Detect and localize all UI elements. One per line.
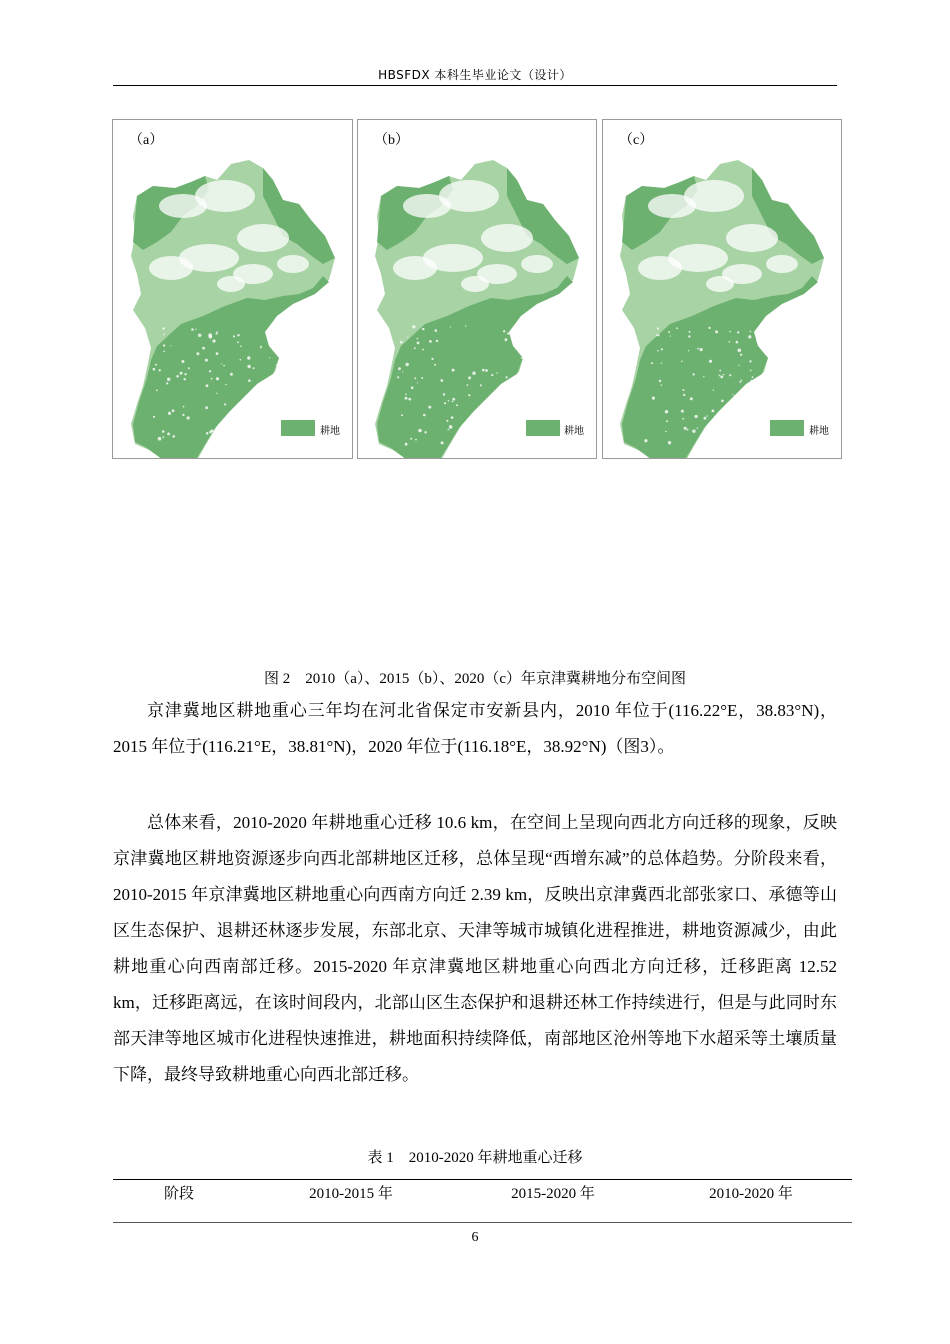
non-cropland-area	[521, 255, 553, 273]
settlement-dot	[750, 370, 752, 372]
settlement-dot	[740, 380, 742, 382]
settlement-dot	[688, 335, 690, 337]
settlement-dot	[661, 363, 662, 364]
settlement-dot	[697, 348, 699, 350]
settlement-dot	[688, 350, 689, 351]
settlement-dot	[417, 338, 419, 340]
settlement-dot	[230, 373, 233, 376]
settlement-dot	[468, 376, 471, 379]
settlement-dot	[428, 406, 431, 409]
settlement-dot	[750, 331, 752, 333]
settlement-dot	[485, 369, 488, 372]
settlement-dot	[422, 349, 424, 351]
settlement-dot	[414, 377, 416, 379]
settlement-dot	[684, 427, 687, 430]
settlement-dot	[482, 369, 485, 372]
settlement-dot	[472, 372, 475, 375]
settlement-dot	[682, 418, 684, 420]
settlement-dot	[166, 382, 168, 384]
settlement-dot	[421, 377, 423, 379]
settlement-dot	[756, 427, 758, 429]
settlement-dot	[206, 432, 209, 435]
settlement-dot	[249, 402, 252, 405]
legend-swatch-a	[281, 420, 315, 436]
settlement-dot	[163, 333, 165, 335]
settlement-dot	[223, 365, 225, 367]
settlement-dot	[668, 441, 671, 444]
settlement-dot	[719, 370, 721, 372]
settlement-dot	[681, 410, 684, 413]
non-cropland-area	[277, 255, 309, 273]
settlement-dot	[748, 335, 751, 338]
settlement-dot	[729, 341, 731, 343]
settlement-dot	[692, 430, 695, 433]
settlement-dot	[706, 436, 709, 439]
settlement-dot	[733, 408, 734, 409]
settlement-dot	[665, 410, 668, 413]
settlement-dot	[191, 328, 194, 331]
settlement-dot	[162, 327, 164, 329]
settlement-dot	[162, 430, 165, 433]
settlement-dot	[661, 348, 663, 350]
settlement-dot	[412, 325, 415, 328]
non-cropland-area	[149, 256, 193, 280]
settlement-dot	[763, 402, 766, 405]
panel-label-b: （b）	[374, 133, 409, 148]
settlement-dot	[216, 433, 219, 436]
settlement-dot	[521, 443, 524, 446]
settlement-dot	[729, 331, 731, 333]
settlement-dot	[496, 372, 497, 373]
table-header-2010-2020: 2010-2020 年	[709, 1186, 793, 1202]
settlement-dot	[253, 367, 255, 369]
settlement-dot	[670, 336, 671, 337]
settlement-dot	[724, 431, 726, 433]
settlement-dot	[405, 443, 408, 446]
settlement-dot	[267, 382, 269, 384]
settlement-dot	[206, 384, 209, 387]
settlement-dot	[493, 423, 496, 426]
settlement-dot	[436, 340, 438, 342]
settlement-dot	[743, 411, 744, 412]
paragraph-2: 总体来看，2010-2020 年耕地重心迁移 10.6 km，在空间上呈现向西北方向迁移的现象，反映京津冀地区耕地资源逐步向西北部耕地区迁移，总体呈现“西增东减”的总体趋势。分阶段来看，2010-2015 年京津冀地区耕地重心向西南方向迁 2.39 km，反映出京津冀西北部张家口、承德等山区生态保护、退耕还林逐步发展，东部北京、天津等城市城镇化进程推进，耕地资源减少，由此耕地重心向西南部迁移。2015-2020 年京津冀地区耕地重心向西北方向迁移，迁移距离 12.52 km，迁移距离远，在该时间段内，北部山区生态保护和退耕还林工作持续进行，但是与此同时东部天津等地区城市化进程快速推进，耕地面积持续降低，南部地区沧州等地下水超采等土壤质量下降，最终导致耕地重心向西北部迁移。	[113, 813, 837, 1084]
settlement-dot	[465, 325, 466, 326]
settlement-dot	[155, 364, 157, 366]
settlement-dot	[247, 365, 250, 368]
settlement-dot	[652, 397, 655, 400]
settlement-dot	[405, 397, 408, 400]
settlement-dot	[269, 338, 271, 340]
settlement-dot	[277, 387, 278, 388]
panel-label-c: （c）	[619, 133, 654, 148]
settlement-dot	[715, 330, 718, 333]
settlement-dot	[700, 348, 703, 351]
settlement-dot	[723, 374, 725, 376]
settlement-dot	[240, 345, 242, 347]
settlement-dot	[240, 359, 242, 361]
settlement-dot	[247, 356, 250, 359]
settlement-dot	[524, 340, 526, 342]
settlement-dot	[233, 335, 235, 337]
settlement-dot	[704, 417, 707, 420]
settlement-dot	[524, 396, 527, 399]
settlement-dot	[440, 379, 443, 382]
settlement-dot	[167, 433, 170, 436]
settlement-dot	[683, 389, 685, 391]
table-header-2015-2020: 2015-2020 年	[511, 1186, 595, 1202]
settlement-dot	[269, 357, 270, 358]
settlement-dot	[705, 443, 708, 446]
settlement-dot	[441, 441, 444, 444]
non-cropland-area	[393, 256, 437, 280]
settlement-dot	[172, 435, 175, 438]
running-header: HBSFDX 本科生毕业论文（设计）	[378, 68, 572, 82]
settlement-dot	[452, 369, 455, 372]
settlement-dot	[450, 326, 451, 327]
settlement-dot	[719, 375, 721, 377]
settlement-dot	[424, 431, 426, 433]
settlement-dot	[505, 338, 508, 341]
settlement-dot	[237, 341, 239, 343]
settlement-dot	[749, 360, 751, 362]
settlement-dot	[249, 419, 251, 421]
settlement-dot	[480, 384, 482, 386]
settlement-dot	[738, 365, 739, 366]
settlement-dot	[452, 401, 454, 403]
settlement-dot	[415, 439, 417, 441]
settlement-dot	[248, 379, 251, 382]
settlement-dot	[737, 331, 739, 333]
settlement-dot	[709, 360, 712, 363]
settlement-dot	[216, 333, 218, 335]
settlement-dot	[690, 397, 693, 400]
settlement-dot	[756, 440, 759, 443]
settlement-dot	[483, 415, 485, 417]
settlement-dot	[422, 328, 424, 330]
non-cropland-area	[439, 180, 499, 212]
settlement-dot	[742, 417, 745, 420]
settlement-dot	[747, 435, 750, 438]
settlement-dot	[447, 420, 448, 421]
settlement-dot	[758, 331, 760, 333]
figure-caption: 图 2 2010（a）、2015（b）、2020（c）年京津冀耕地分布空间图	[263, 671, 687, 687]
settlement-dot	[153, 368, 156, 371]
non-cropland-area	[726, 224, 778, 252]
settlement-dot	[451, 416, 454, 419]
settlement-dot	[661, 384, 663, 386]
settlement-dot	[668, 331, 670, 333]
settlement-dot	[167, 378, 170, 381]
non-cropland-area	[706, 276, 734, 292]
settlement-dot	[176, 375, 179, 378]
settlement-dot	[651, 362, 653, 364]
settlement-dot	[756, 340, 757, 341]
settlement-dot	[491, 374, 493, 376]
settlement-dot	[158, 437, 162, 441]
settlement-dot	[184, 373, 186, 375]
settlement-dot	[498, 393, 499, 394]
settlement-dot	[212, 339, 215, 342]
settlement-dot	[753, 396, 755, 398]
settlement-dot	[723, 421, 725, 423]
settlement-dot	[208, 333, 212, 337]
settlement-dot	[414, 347, 416, 349]
settlement-dot	[198, 334, 201, 337]
settlement-dot	[517, 333, 520, 336]
settlement-dot	[245, 402, 247, 404]
non-cropland-area	[481, 224, 533, 252]
table-caption: 表 1 2010-2020 年耕地重心迁移	[367, 1150, 583, 1166]
settlement-dot	[202, 347, 205, 350]
settlement-dot	[764, 380, 766, 382]
cropland-map-a	[113, 120, 352, 458]
settlement-dot	[408, 398, 411, 401]
settlement-dot	[461, 434, 464, 437]
settlement-dot	[184, 378, 186, 380]
settlement-dot	[657, 327, 659, 329]
settlement-dot	[503, 441, 506, 444]
settlement-dot	[521, 357, 523, 359]
settlement-dot	[163, 351, 165, 353]
settlement-dot	[417, 382, 418, 383]
settlement-dot	[656, 335, 658, 337]
settlement-dot	[449, 425, 453, 429]
table-top-rule	[113, 1179, 852, 1180]
settlement-dot	[400, 341, 403, 344]
settlement-dot	[429, 340, 432, 343]
settlement-dot	[187, 416, 190, 419]
settlement-dot	[216, 352, 219, 355]
settlement-dot	[521, 336, 522, 337]
settlement-dot	[735, 406, 738, 409]
settlement-dot	[267, 439, 269, 441]
settlement-dot	[275, 421, 277, 423]
settlement-dot	[751, 380, 753, 382]
settlement-dot	[516, 424, 519, 427]
settlement-dot	[156, 390, 158, 392]
settlement-dot	[270, 397, 272, 399]
settlement-dot	[172, 409, 175, 412]
settlement-dot	[435, 329, 438, 332]
settlement-dot	[280, 379, 282, 381]
settlement-dot	[481, 430, 483, 432]
settlement-dot	[506, 376, 508, 378]
settlement-dot	[211, 440, 214, 443]
settlement-dot	[514, 403, 516, 405]
settlement-dot	[516, 441, 518, 443]
settlement-dot	[659, 380, 661, 382]
settlement-dot	[494, 392, 496, 394]
settlement-dot	[452, 398, 455, 401]
paragraph-1: 京津冀地区耕地重心三年均在河北省保定市安新县内，2010 年位于(116.22°E，38.83°N)，2015 年位于(116.21°E，38.81°N)，2020 年位于(116.18°E，38.92°N)（图3）。	[113, 701, 837, 756]
settlement-dot	[402, 371, 403, 372]
settlement-dot	[507, 332, 509, 334]
settlement-dot	[708, 327, 710, 329]
settlement-dot	[277, 436, 280, 439]
settlement-dot	[676, 327, 678, 329]
settlement-dot	[405, 394, 407, 396]
settlement-dot	[732, 394, 733, 395]
settlement-dot	[448, 400, 450, 402]
settlement-dot	[411, 386, 414, 389]
settlement-dot	[467, 384, 469, 386]
settlement-dot	[238, 430, 240, 432]
settlement-dot	[444, 402, 446, 404]
settlement-dot	[687, 429, 689, 431]
settlement-dot	[740, 354, 742, 356]
settlement-dot	[397, 376, 399, 378]
settlement-dot	[205, 359, 208, 362]
settlement-dot	[168, 412, 171, 415]
settlement-dot	[683, 394, 685, 396]
settlement-dot	[188, 367, 190, 369]
settlement-dot	[503, 330, 505, 332]
settlement-dot	[182, 414, 184, 416]
settlement-dot	[706, 415, 707, 416]
non-cropland-area	[461, 276, 489, 292]
settlement-dot	[666, 420, 668, 422]
settlement-dot	[401, 414, 403, 416]
table-header-2010-2015: 2010-2015 年	[309, 1186, 393, 1202]
legend-swatch-b	[526, 420, 560, 436]
settlement-dot	[245, 395, 249, 399]
settlement-dot	[280, 401, 283, 404]
legend-label-b: 耕地	[564, 426, 584, 437]
settlement-dot	[431, 358, 433, 360]
settlement-dot	[657, 334, 659, 336]
panel-label-a: （a）	[129, 133, 164, 148]
map-panel-a	[112, 119, 353, 459]
non-cropland-area	[217, 276, 245, 292]
settlement-dot	[490, 408, 493, 411]
header-rule	[113, 85, 837, 86]
settlement-dot	[270, 388, 272, 390]
map-panel-c	[602, 119, 842, 459]
settlement-dot	[163, 436, 165, 438]
settlement-dot	[721, 400, 724, 403]
settlement-dot	[491, 414, 494, 417]
settlement-dot	[159, 369, 161, 371]
settlement-dot	[739, 381, 741, 383]
page-number: 6	[471, 1230, 479, 1245]
settlement-dot	[211, 378, 213, 380]
cropland-map-c	[603, 120, 841, 458]
settlement-dot	[406, 363, 409, 366]
settlement-dot	[196, 352, 199, 355]
settlement-dot	[153, 416, 155, 418]
settlement-dot	[398, 367, 401, 370]
settlement-dot	[418, 429, 422, 433]
settlement-dot	[456, 404, 458, 406]
settlement-dot	[423, 414, 426, 417]
settlement-dot	[738, 349, 742, 353]
settlement-dot	[254, 435, 257, 438]
settlement-dot	[657, 350, 659, 352]
settlement-dot	[260, 426, 262, 428]
settlement-dot	[181, 360, 184, 363]
non-cropland-area	[195, 180, 255, 212]
non-cropland-area	[766, 255, 798, 273]
table-header-rule	[113, 1222, 852, 1223]
settlement-dot	[195, 329, 196, 330]
settlement-dot	[511, 405, 514, 408]
settlement-dot	[766, 440, 768, 442]
settlement-dot	[697, 427, 698, 428]
map-panel-b	[357, 119, 597, 459]
settlement-dot	[720, 376, 723, 379]
settlement-dot	[225, 384, 227, 386]
settlement-dot	[745, 434, 747, 436]
non-cropland-area	[237, 224, 289, 252]
settlement-dot	[665, 431, 667, 433]
settlement-dot	[281, 404, 283, 406]
settlement-dot	[209, 430, 212, 433]
settlement-dot	[693, 373, 695, 375]
legend-label-c: 耕地	[809, 426, 829, 437]
settlement-dot	[736, 341, 739, 344]
table-header-stage: 阶段	[163, 1186, 194, 1202]
settlement-dot	[163, 344, 165, 346]
settlement-dot	[205, 406, 208, 409]
settlement-dot	[216, 377, 219, 380]
settlement-dot	[448, 429, 450, 431]
settlement-dot	[260, 346, 262, 348]
non-cropland-area	[638, 256, 682, 280]
settlement-dot	[209, 370, 211, 372]
settlement-dot	[716, 439, 719, 442]
settlement-dot	[703, 376, 704, 377]
settlement-dot	[443, 393, 445, 395]
settlement-dot	[407, 337, 408, 338]
settlement-dot	[410, 438, 412, 440]
settlement-dot	[729, 374, 731, 376]
settlement-dot	[276, 364, 278, 366]
settlement-dot	[468, 394, 470, 396]
settlement-dot	[170, 345, 171, 346]
settlement-dot	[745, 396, 747, 398]
settlement-dot	[216, 393, 217, 394]
legend-label-a: 耕地	[320, 426, 340, 437]
settlement-dot	[695, 415, 698, 418]
cropland-map-b	[358, 120, 596, 458]
settlement-dot	[507, 428, 508, 429]
settlement-dot	[505, 382, 507, 384]
settlement-dot	[735, 411, 736, 412]
legend-swatch-c	[770, 420, 804, 436]
settlement-dot	[513, 419, 514, 420]
settlement-dot	[681, 361, 683, 363]
settlement-dot	[417, 342, 420, 345]
settlement-dot	[497, 426, 500, 429]
settlement-dot	[181, 372, 182, 373]
settlement-dot	[224, 403, 226, 405]
settlement-dot	[237, 334, 239, 336]
non-cropland-area	[684, 180, 744, 212]
settlement-dot	[183, 406, 185, 408]
settlement-dot	[689, 331, 691, 333]
settlement-dot	[496, 405, 498, 407]
settlement-dot	[221, 363, 222, 364]
settlement-dot	[713, 389, 714, 390]
settlement-dot	[434, 364, 436, 366]
settlement-dot	[644, 439, 647, 442]
settlement-dot	[714, 423, 717, 426]
settlement-dot	[744, 445, 746, 447]
settlement-dot	[520, 392, 522, 394]
settlement-dot	[752, 376, 754, 378]
settlement-dot	[712, 410, 715, 413]
